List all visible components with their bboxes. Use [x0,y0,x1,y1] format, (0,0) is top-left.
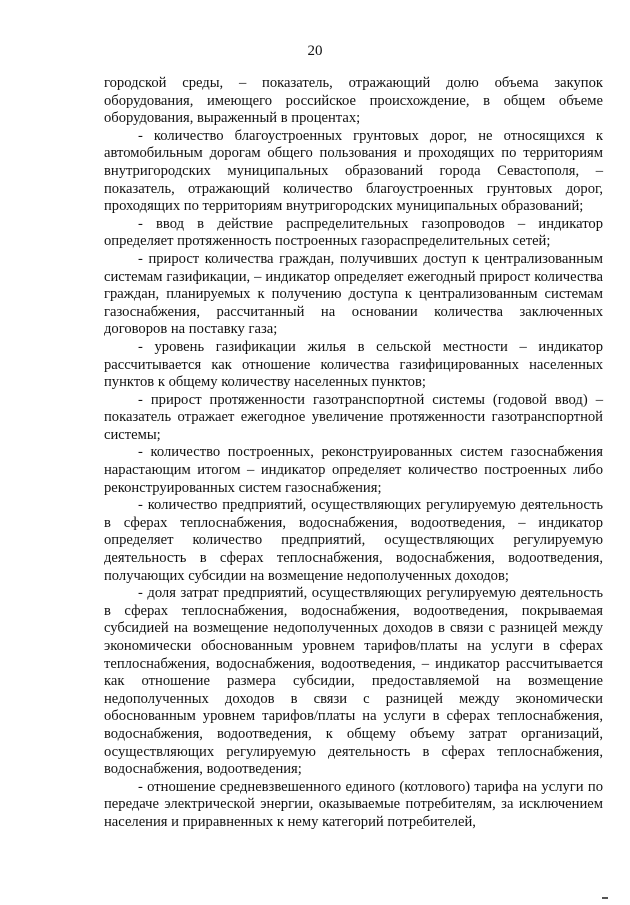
document-body [104,75,603,832]
list-item: - ввод в действие распределительных газопроводов – индикатор определяет протяженность построенных газораспределительных сетей; [104,215,603,250]
list-item: - прирост протяженности газотранспортной системы (годовой ввод) – показатель отражает ежегодное увеличение протяженности газотранспортной системы; [104,391,603,443]
scan-speck [602,897,608,899]
paragraph-continuation: городской среды, – показатель, отражающий долю объема закупок оборудования, имеющего российское происхождение, в общем объеме оборудования, выраженный в процентах; [104,75,603,127]
list-item: - количество построенных, реконструированных систем газоснабжения нарастающим итогом – индикатор определяет количество построенных либо реконструированных систем газоснабжения; [104,444,603,496]
page-number: 20 [307,43,323,59]
list-item: - уровень газификации жилья в сельской местности – индикатор рассчитывается как отношение количества газифицированных населенных пунктов к общему количеству населенных пунктов; [104,338,603,391]
list-item: - доля затрат предприятий, осуществляющих регулируемую деятельность в сферах теплоснабжения, водоснабжения, водоотведения, покрываемая субсидией на возмещение недополученных доходов в связи с разницей между экономически обоснованным уровнем тарифов/платы на услуги в сферах теплоснабжения, водоснабжения, водоотведения, – индикатор рассчитывается как отношение размера субсидии, предоставляемой на возмещение недополученных доходов в связи с разницей между экономически обоснованным уровнем тарифов/платы на услуги в сферах теплоснабжения, водоснабжения, водоотведения, к общему объему затрат организаций, осуществляющих регулируемую деятельность в сферах теплоснабжения, водоснабжения, водоотведения; [104,585,603,778]
list-item: - количество благоустроенных грунтовых дорог, не относящихся к автомобильным дорогам общего пользования и проходящих по территориям внутригородских муниципальных образований города Севастополя, – показатель, отражающий количество благоустроенных грунтовых дорог, проходящих по территориям внутригородских муниципальных образований; [104,127,603,215]
list-item: - прирост количества граждан, получивших доступ к централизованным системам газификации, – индикатор определяет ежегодный прирост количества граждан, планируемых к получению доступа к централизованным системам газоснабжения, рассчитанный на основании количества заключенных договоров на поставку газа; [104,250,603,338]
list-item: - отношение средневзвешенного единого (котлового) тарифа на услуги по передаче электрической энергии, оказываемые потребителям, за исключением населения и приравненных к нему категорий потребителей, [104,778,603,830]
list-item: - количество предприятий, осуществляющих регулируемую деятельность в сферах теплоснабжения, водоснабжения, водоотведения, – индикатор определяет количество предприятий, осуществляющих регулируемую деятельность в сферах теплоснабжения, водоснабжения, водоотведения, получающих субсидии на возмещение недополученных доходов; [104,497,603,584]
